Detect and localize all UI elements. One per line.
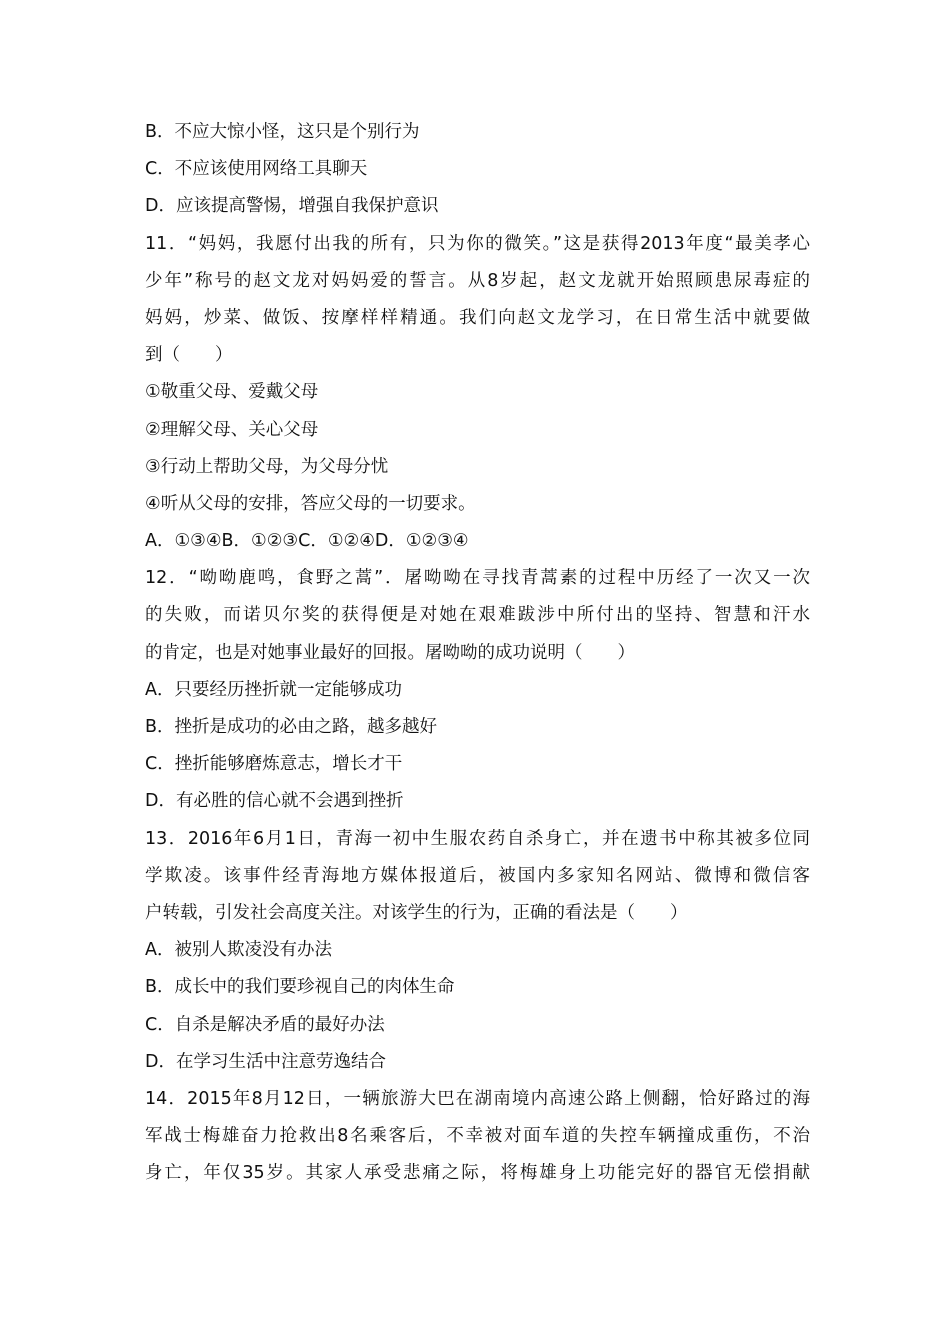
q11-item-4: ④听从父母的安排，答应父母的一切要求。 xyxy=(145,493,476,514)
q14-stem-line-2: 军战士梅雄奋力抢救出8名乘客后，不幸被对面车道的失控车辆撞成重伤，不治 xyxy=(145,1126,810,1147)
q11-stem-line-1: 11．“妈妈，我愿付出我的所有，只为你的微笑。”这是获得2013年度“最美孝心 xyxy=(145,233,810,254)
q13-option-c: C．自杀是解决矛盾的最好办法 xyxy=(145,1014,385,1035)
q10-option-c: C．不应该使用网络工具聊天 xyxy=(145,159,368,180)
q11-stem-line-4: 到（ ） xyxy=(145,345,233,366)
q10-options xyxy=(145,114,810,226)
q13-option-a: A．被别人欺凌没有办法 xyxy=(145,940,332,961)
q13-stem-line-2: 学欺凌。该事件经青海地方媒体报道后，被国内多家知名网站、微博和微信客 xyxy=(145,865,810,886)
q11-stem-line-3: 妈妈，炒菜、做饭、按摩样样精通。我们向赵文龙学习，在日常生活中就要做 xyxy=(145,307,810,328)
q12-stem-line-3: 的肯定，也是对她事业最好的回报。屠呦呦的成功说明（ ） xyxy=(145,642,635,663)
q12-stem-line-2: 的失败，而诺贝尔奖的获得便是对她在艰难跋涉中所付出的坚持、智慧和汗水 xyxy=(145,605,810,626)
question-14 xyxy=(145,1081,810,1193)
question-12 xyxy=(145,560,810,820)
q12-option-c: C．挫折能够磨炼意志，增长才干 xyxy=(145,754,403,775)
q14-stem-line-3: 身亡，年仅35岁。其家人承受悲痛之际，将梅雄身上功能完好的器官无偿捐献 xyxy=(145,1163,810,1184)
q12-option-d: D．有必胜的信心就不会遇到挫折 xyxy=(145,791,404,812)
question-13 xyxy=(145,821,810,1081)
document-page xyxy=(145,114,810,1192)
q13-option-b: B．成长中的我们要珍视自己的肉体生命 xyxy=(145,977,455,998)
q11-answer-options: A．①③④B．①②③C．①②④D．①②③④ xyxy=(145,531,469,552)
q13-option-d: D．在学习生活中注意劳逸结合 xyxy=(145,1051,386,1072)
q12-option-a: A．只要经历挫折就一定能够成功 xyxy=(145,679,402,700)
q12-option-b: B．挫折是成功的必由之路，越多越好 xyxy=(145,717,438,737)
q11-item-2: ②理解父母、关心父母 xyxy=(145,419,319,440)
question-11 xyxy=(145,226,810,561)
q12-stem-line-1: 12．“呦呦鹿鸣，食野之蒿”．屠呦呦在寻找青蒿素的过程中历经了一次又一次 xyxy=(145,568,810,589)
q14-stem-line-1: 14．2015年8月12日，一辆旅游大巴在湖南境内高速公路上侧翻，恰好路过的海 xyxy=(145,1088,810,1109)
q11-item-3: ③行动上帮助父母，为父母分忧 xyxy=(145,456,389,477)
q11-stem-line-2: 少年”称号的赵文龙对妈妈爱的誓言。从8岁起，赵文龙就开始照顾患尿毒症的 xyxy=(145,270,810,291)
q10-option-b: B．不应大惊小怪，这只是个别行为 xyxy=(145,122,420,142)
q13-stem-line-3: 户转载，引发社会高度关注。对该学生的行为，正确的看法是（ ） xyxy=(145,902,688,923)
q10-option-d: D．应该提高警惕，增强自我保护意识 xyxy=(145,196,439,217)
q11-item-1: ①敬重父母、爱戴父母 xyxy=(145,382,319,403)
q13-stem-line-1: 13．2016年6月1日，青海一初中生服农药自杀身亡，并在遗书中称其被多位同 xyxy=(145,828,810,849)
